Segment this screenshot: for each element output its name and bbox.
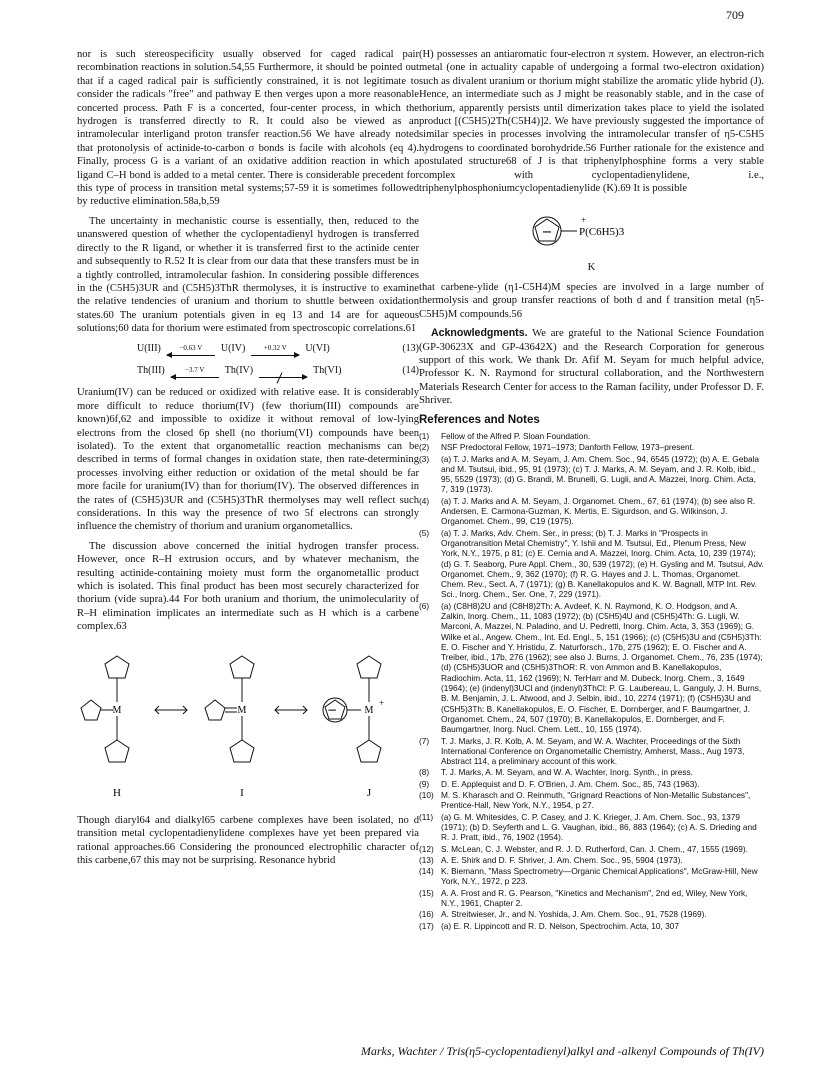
blocked-arrow [259,364,307,378]
cyclopentyl-ring [105,740,129,762]
reference-item [419,454,764,495]
reference-number: (13) [419,854,434,865]
minus-sign: − [541,225,552,241]
structure-k [419,201,764,257]
cyclopentadienylidene-ring [81,700,101,720]
species: U(III) [137,343,161,355]
page-number: 709 [726,8,744,22]
arrow-shaft [167,355,215,356]
reference-item [419,844,764,854]
reference-text: T. J. Marks, J. R. Kolb, A. M. Seyam, and W. A. Wachter, Proceedings of the Sixth International Conference on Organometallic Chemistry, Amherst, Mass., Aug 1973, Abstract 114, a preliminary account of this work. [441,735,745,767]
reference-number: (17) [419,920,434,931]
equilibrium-arrow [171,364,219,378]
cyclopentyl-ring [357,656,381,678]
reference-text: M. S. Kharasch and O. Reinmuth, "Grignard Reactions of Non-Metallic Substances", Prentice-Hall, New York, N.Y., 1954, p 27. [441,790,751,811]
metal-label: M [237,704,247,716]
potential-label: −3.7 V [185,365,205,374]
reference-number: (9) [419,778,430,789]
species: Th(VI) [313,365,342,377]
reference-item [419,601,764,735]
cyclopentyl-ring [357,740,381,762]
species: Th(IV) [224,365,254,377]
reference-number: (8) [419,767,430,778]
reference-number: (15) [419,887,434,898]
cyclopentadienylidene-ring [205,700,225,720]
reference-text: S. McLean, C. J. Webster, and R. J. D. Rutherford, Can. J. Chem., 47, 1555 (1969). [441,843,748,854]
reference-number: (12) [419,843,434,854]
potential-label: +0.32 V [263,343,287,352]
plus-sign: + [580,215,586,226]
right-column [419,48,764,932]
ack-heading: Acknowledgments. [431,327,528,340]
reference-text: Fellow of the Alfred P. Sloan Foundation. [441,430,591,441]
reference-number: (3) [419,453,430,464]
metal-label: M [112,704,122,716]
equation-number: (13) [402,343,419,355]
reference-number: (7) [419,735,430,746]
equilibrium-arrow [167,342,215,356]
reference-text: D. E. Applequist and D. F. O'Brien, J. Am. Chem. Soc., 85, 743 (1963). [441,778,700,789]
paragraph: (H) possesses an antiaromatic four-electron π system. However, an electron-rich metal (one in actuality capable of undergoing a formal two-electron oxidation) such as divalent uranium or thorium might stabilize the aromatic ylide hybrid (J). Hence, an intermediate such as J might be reasonably stable, and in the case of thorium, apparently persists until dimerization takes place to yield the isolated product [(C5H5)2Th(C5H4)]2. We have previously suggested the importance of similar species in processes involving the intramolecular transfer of η5-C5H5 hydrogens to coordinated borohydride.56 Further rationale for the existence and postulated structure68 of J is that triphenylphosphine forms a very stable complex with cyclopentadienylidene, i.e., triphenylphosphoniumcyclopentadienylide (K).69 It is possible [419,49,764,195]
reference-text: A. Streitwieser, Jr., and N. Yoshida, J. Am. Chem. Soc., 91, 7528 (1969). [441,909,707,920]
reference-number: (2) [419,442,430,453]
ylide-figure [517,205,667,253]
structure-label-j: J [366,786,372,799]
carbene-resonance-figure [77,644,419,804]
structure-label-h: H [113,786,121,799]
reference-text: (a) G. M. Whitesides, C. P. Casey, and J. K. Krieger, J. Am. Chem. Soc., 93, 1379 (1971); (b) D. Seyferth and L. G. Vaughan, ibid., 86, 883 (1964); (c) A. S. Drieding and R. J. Pratt, ibid., 76, 1902 (1954). [441,811,757,843]
substituent-label: P(C6H5)3 [578,226,624,239]
reference-item [419,442,764,452]
metal-label: M [364,704,374,716]
left-column [77,48,419,874]
species: U(IV) [220,343,246,355]
arrow-shaft [259,377,307,378]
acknowledgments [419,327,764,407]
charge-label: + [379,697,385,708]
references-heading: References and Notes [419,413,540,426]
reference-text: K. Biemann, "Mass Spectrometry—Organic Chemical Applications", McGraw-Hill, New York, N.Y., 1972, p 223. [441,866,758,887]
reference-item [419,888,764,909]
reference-item [419,431,764,441]
equation-number: (14) [402,365,419,377]
equation-14 [77,364,419,378]
structure-label-i: I [240,786,244,799]
reference-item [419,496,764,527]
species: Th(III) [137,365,165,377]
reference-text: (a) T. J. Marks and A. M. Seyam, J. Am. Chem. Soc., 94, 6545 (1972); (b) A. E. Gebala and M. Tsutsui, ibid., 95, 91 (1973); (c) T. J. Marks, A. M. Seyam, and J. R. Kolb, ibid., 95, 5529 (1973); (d) G. Brandi, M. Brunelli, G. Lugli, and A. Mazzei, Inorg. Chim. Acta, 7, 319 (1973). [441,453,760,495]
reference-item [419,921,764,931]
reference-number: (1) [419,430,430,441]
cyclopentyl-ring [230,740,254,762]
reference-text: (a) (C8H8)2U and (C8H8)2Th: A. Avdeef, K. N. Raymond, K. O. Hodgson, and A. Zalkin, Inorg. Chem., 11, 1083 (1972); (b) (C5H5)4U and (C5H5)4Th: G. Lugli, W. Marconi, A. Mazzei, N. Paladino, and U. Pedretti, Inorg. Chim. Acta, 3, 353 (1969); G. Wilke et al., Angew. Chem., Int. Ed. Engl., 5, 151 (1966); (c) (C5H5)3U and (C5H5)3Th: E. O. Fischer and Y. Hristidu, Z. Naturforsch., 17b, 275 (1962); E. O. Fischer and A. Treiber, ibid., 17b, 276 (1962); see also J. Burns, J. Organomet. Chem., 76, 235 (1974); (d) (C5H5)3UOR and (C5H5)3ThOR: R. von Ammon and B. Kanellakopulos, Radiochim. Acta, 11, 162 (1969); N. TerHarr and M. Dubeck, Inorg. Chem., 3, 1649 (1964); (e) (indenyl)3UCl and (indenyl)3ThCl: P. G. Laubereau, L. Ganguly, J. H. Burns, B. M. Benjamin, J. L. Atwood, and J. Selbin, ibid., 10, 2274 (1971); (f) (C5H5)3U and (C5H5)3Th: B. Kanellakopulos, E. O. Fischer, E. Dornberger, and F. Baumgartner, J. Organomet. Chem., 24, 507 (1970); B. Kanellakopulos, E. Dornberger, and F. Baumgartner, Inorg. Nucl. Chem. Lett., 10, 155 (1974). [441,600,763,735]
paragraph: The uncertainty in mechanistic course is essentially, then, reduced to the unanswered question of whether the cyclopentadienyl hydrogen is transferred directly to the R ligand, or whether it is transferred first to the actinide center and subsequently to R.52 It is clear from our data that these transfers must be in a tightly controlled, intramolecular fashion. In considering possible differences in the (C5H5)3UR and (C5H5)3ThR thermolyses, it is instructive to examine the relative tendencies of uranium and thorium to shuttle between oxidation states.60 The uranium potentials given in eq 13 and 14 are for aqueous solutions;60 data for thorium were estimated from spectroscopic correlations.61 [77,215,419,335]
reference-number: (5) [419,527,430,538]
reference-item [419,909,764,919]
reference-item [419,790,764,811]
equilibrium-arrow [251,342,299,356]
reference-number: (11) [419,811,434,822]
paragraph: nor is such stereospecificity usually observed for caged radical pair recombination reactions in solution.54,55 Furthermore, it should be pointed out that if a caged radical pair is sufficiently constrained, it is not legitimate to consider the radicals "free" and pathway E then verges upon a more reasonable concerted process. Path F is a concerted, four-center process, in which the hydrogen is transferred directly to R. It could also be viewed as an intramolecular interligand proton transfer reaction.56 We have already noted that protonolysis of actinide-to-carbon σ bonds is facile with alcohols (eq 4). Finally, process G is a variant of an oxidative addition reaction in which a ligand C–H bond is added to a metal center. There is considerable precedent for this type of process in transition metal systems;57-59 it is sometimes followed by reductive elimination.58a,b,59 [77,49,419,208]
running-footer: Marks, Wachter / Tris(η5-cyclopentadienyl)alkyl and -alkenyl Compounds of Th(IV) [360,1044,764,1058]
equation-13 [77,342,419,356]
cyclopentyl-ring [230,656,254,678]
paragraph: The discussion above concerned the initial hydrogen transfer process. However, once R–H extrusion occurs, and by whatever mechanism, the resulting actinide-containing moiety must form the organometallic product which is isolated. This final product has been most securely characterized for thorium (vide supra).44 For both uranium and thorium, the unimolecularity of R–H elimination implicates an intermediate such as H which is a carbene complex.63 [77,540,419,633]
ack-text: We are grateful to the National Science Foundation (GP-30623X and GP-43642X) and the Research Corporation for generous support of this work. We thank Dr. Afif M. Seyam for much helpful advice, Professor K. N. Raymond for structural collaboration, and the Northwestern Materials Research Center for access to the Raman facility, under Professor D. F. Shriver. [419,328,765,407]
structure-label-k: K [587,262,596,274]
reference-text: A. E. Shirk and D. F. Shriver, J. Am. Chem. Soc., 95, 5904 (1973). [441,854,683,865]
paragraph: Though diaryl64 and dialkyl65 carbene complexes have been isolated, no d transition metal cyclopentadienylidene complexes have yet been prepared via rational approaches.66 Considering the pronounced electrophilic character of this carbene,67 this may not be surprising. Resonance hybrid [77,815,419,867]
cyclopentyl-ring [105,656,129,678]
paragraph: that carbene-ylide (η1-C5H4)M species are involved in a large number of thermolysis and group transfer reactions of both d and f transition metal (η5-C5H5)M compounds.56 [419,281,764,320]
reference-number: (10) [419,790,434,801]
reference-number: (4) [419,495,430,506]
reference-text: (a) T. J. Marks and A. M. Seyam, J. Organomet. Chem., 67, 61 (1974); (b) see also R. Andersen, E. Carmona-Guzman, K. Mertis, E. Sigurdson, and G. Wilkinson, J. Organomet. Chem., 99, C19 (1975). [441,495,756,527]
reference-number: (6) [419,600,430,611]
reference-item [419,812,764,843]
minus-sign: − [326,702,338,717]
reference-item [419,528,764,600]
reference-number: (14) [419,866,434,877]
arrow-shaft [171,377,219,378]
species: U(VI) [305,343,330,355]
reference-item [419,736,764,767]
reference-item [419,855,764,865]
arrow-shaft [251,355,299,356]
references-list [419,431,764,931]
reference-text: T. J. Marks, A. M. Seyam, and W. A. Wachter, Inorg. Synth., in press. [441,767,693,778]
reference-text: A. A. Frost and R. G. Pearson, "Kinetics and Mechanism", 2nd ed, Wiley, New York, N.Y., 1961, Chapter 2. [441,887,748,908]
potential-label: −0.63 V [179,343,203,352]
paragraph: Uranium(IV) can be reduced or oxidized with relative ease. It is considerably more difficult to reduce thorium(IV) (few thorium(III) compounds are known)6f,62 and impossible to oxidize it without removal of low-lying electrons from the closed 6p shell (no thorium(VI) compounds have been isolated). To the extent that organometallic reaction mechanisms can be described in terms of formal changes in oxidation state, then rate-determining processes involving either reduction or oxidation of the metal should be far more facile for uranium(IV) than for thorium(IV). The observed differences in the rates of (C5H5)3UR and (C5H5)3ThR thermolyses may well reflect such considerations. In this way the presence of two 5f electrons can strongly influence the chemistry of thorium and uranium organometallics. [77,387,419,533]
reference-item [419,779,764,789]
reference-text: (a) E. R. Lippincott and R. D. Nelson, Spectrochim. Acta, 10, 307 [441,920,679,931]
reference-number: (16) [419,909,434,920]
reference-text: NSF Predoctoral Fellow, 1971–1973; Danforth Fellow, 1973–present. [441,442,695,453]
reference-text: (a) T. J. Marks, Adv. Chem. Ser., in press; (b) T. J. Marks in "Prospects in Organotransition Metal Chemistry", Y. Ishii and M. Tsutsui, Ed., Plenum Press, New York, N.Y., 1975, p 81; (c) E. Cernia and A. Mazzei, Inorg. Chim. Acta, 10, 239 (1974); (d) G. T. Seaborg, Pure Appl. Chem., 30, 539 (1972); (e) H. Gysling and M. Tsutsui, Adv. Organomet. Chem., 9, 362 (1970); (f) R. G. Hayes and J. L. Thomas, Organomet. Chem. Rev., Sect. A, 7 (1971); (g) B. Kanellakopulos and K. W. Bagnall, MTP Int. Rev. Sci., Inorg. Chem., Ser. One, 7, 229 (1971). [441,527,764,600]
reference-item [419,866,764,887]
reference-item [419,767,764,777]
